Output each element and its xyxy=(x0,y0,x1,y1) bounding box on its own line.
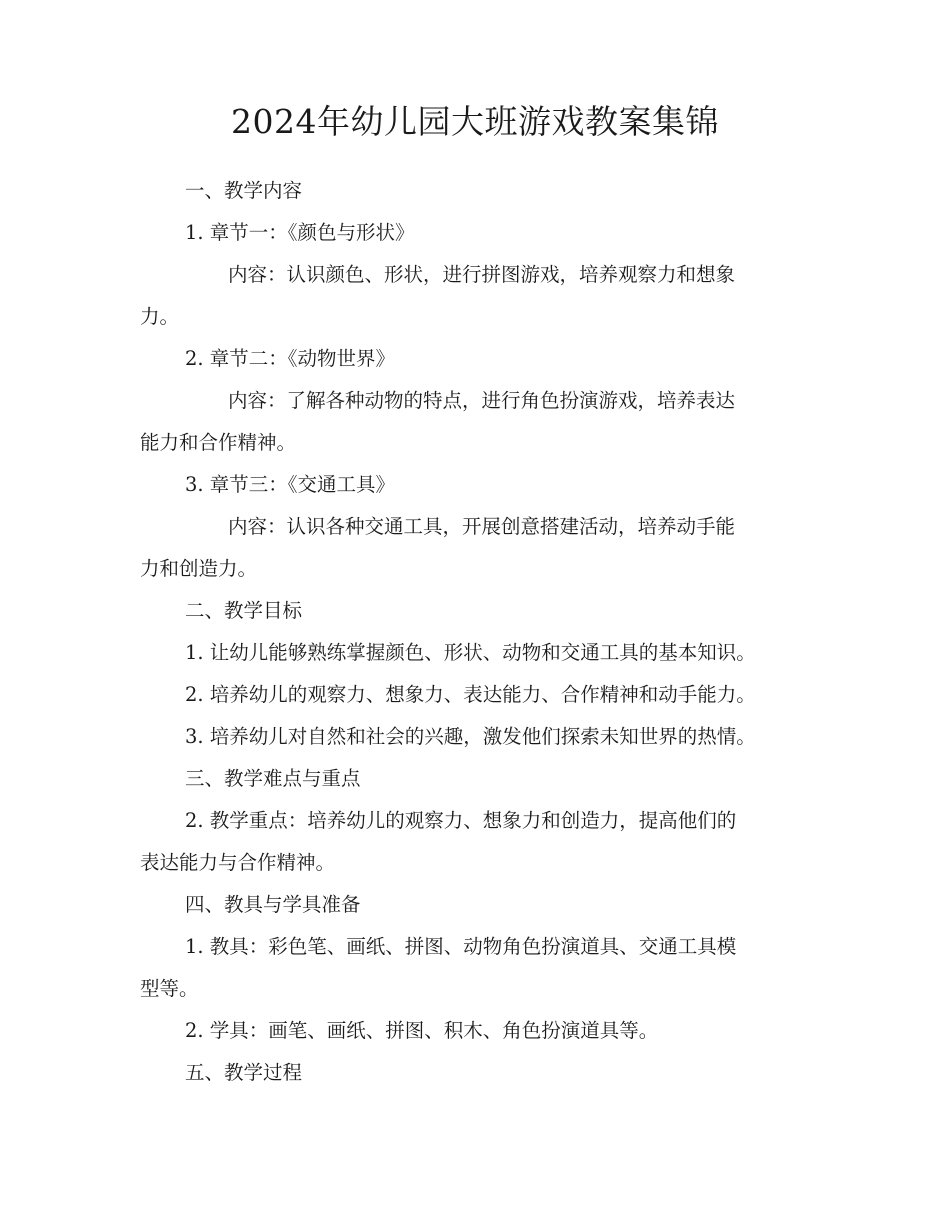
section-heading-key-points: 三、教学难点与重点 xyxy=(185,767,361,790)
paragraph-line: 内容：了解各种动物的特点，进行角色扮演游戏，培养表达 xyxy=(228,389,736,412)
paragraph-line: 能力和合作精神。 xyxy=(140,431,297,454)
list-item-materials-2: 2. 学具：画笔、画纸、拼图、积木、角色扮演道具等。 xyxy=(185,1019,659,1042)
list-item-chapter-1: 1. 章节一：《颜色与形状》 xyxy=(185,221,415,244)
paragraph-line: 力。 xyxy=(140,305,180,328)
list-item-chapter-3: 3. 章节三：《交通工具》 xyxy=(185,473,396,496)
paragraph-line: 型等。 xyxy=(140,977,199,1000)
list-item-key-point-2: 2. 教学重点：培养幼儿的观察力、想象力和创造力，提高他们的 xyxy=(185,809,737,832)
list-item-materials-1: 1. 教具：彩色笔、画纸、拼图、动物角色扮演道具、交通工具模 xyxy=(185,935,737,958)
paragraph-line: 力和创造力。 xyxy=(140,557,258,580)
paragraph-line: 内容：认识各种交通工具，开展创意搭建活动，培养动手能 xyxy=(228,515,736,538)
section-heading-materials: 四、教具与学具准备 xyxy=(185,893,361,916)
list-item-goal-3: 3. 培养幼儿对自然和社会的兴趣，激发他们探索未知世界的热情。 xyxy=(185,725,756,748)
list-item-chapter-2: 2. 章节二：《动物世界》 xyxy=(185,347,396,370)
list-item-goal-1: 1. 让幼儿能够熟练掌握颜色、形状、动物和交通工具的基本知识。 xyxy=(185,641,756,664)
section-heading-process: 五、教学过程 xyxy=(185,1061,303,1084)
paragraph-line: 表达能力与合作精神。 xyxy=(140,851,336,874)
list-item-goal-2: 2. 培养幼儿的观察力、想象力、表达能力、合作精神和动手能力。 xyxy=(185,683,756,706)
section-heading-goals: 二、教学目标 xyxy=(185,599,303,622)
paragraph-line: 内容：认识颜色、形状，进行拼图游戏，培养观察力和想象 xyxy=(228,263,736,286)
section-heading-content: 一、教学内容 xyxy=(185,179,303,202)
document-title: 2024年幼儿园大班游戏教案集锦 xyxy=(231,102,719,141)
